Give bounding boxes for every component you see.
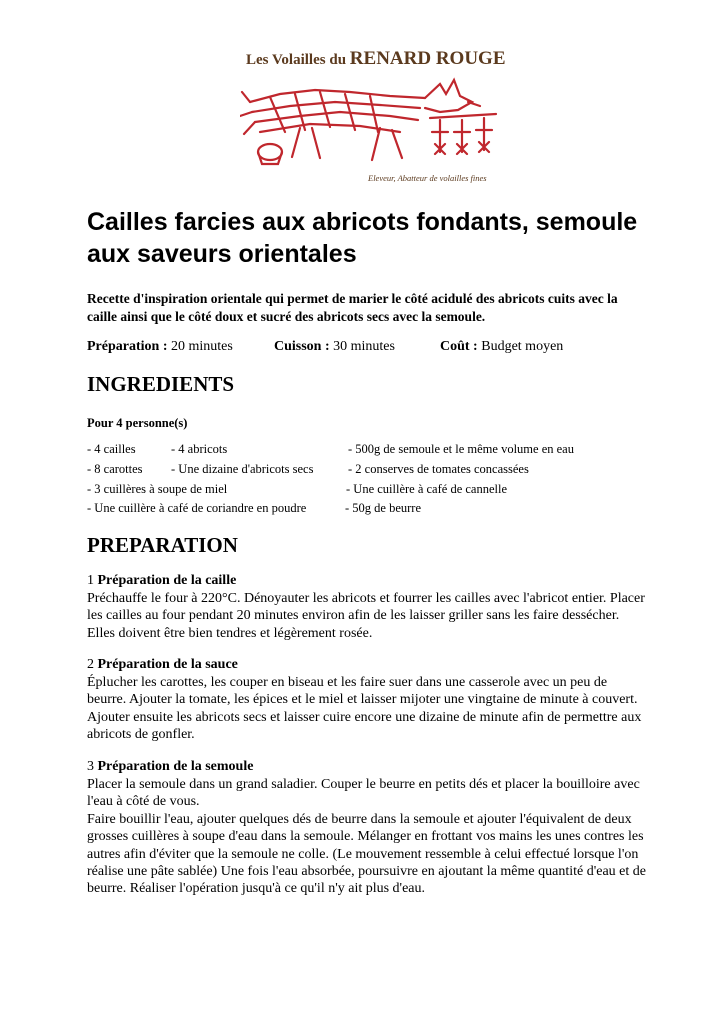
ingredient-item: - 8 carottes (87, 462, 143, 476)
ingredient-item: - 3 cuillères à soupe de miel (87, 482, 228, 496)
meta-preparation (87, 339, 233, 355)
step-2-text: Éplucher les carottes, les couper en biseau et les faire suer dans une casserole avec un peu de beurre. Ajouter la tomate, les épices et le miel et laisser mijoter une vingtaine de minute à couvert. Ajouter ensuite les abricots secs et laisser cuire encore une dizaine de minute afin de permettre aux abricots de gonfler. (87, 675, 642, 742)
step-2-number: 2 (87, 657, 98, 672)
preparation-heading: PREPARATION (87, 533, 238, 557)
meta-cuisson-label: Cuisson : (274, 339, 330, 354)
meta-cout (440, 339, 563, 355)
ingredient-item: - Une cuillère à café de cannelle (346, 482, 508, 496)
meta-preparation-value: 20 minutes (167, 339, 233, 354)
step-3-text-1: Placer la semoule dans un grand saladier. Couper le beurre en petits dés et placer la bouilloire avec l'eau à côté de vous. (87, 777, 640, 810)
meta-cuisson (274, 339, 395, 355)
step-2-title (87, 657, 238, 673)
ingredients-heading: INGREDIENTS (87, 372, 235, 396)
servings: Pour 4 personne(s) (87, 416, 188, 430)
intro-text: Recette d'inspiration orientale qui permet de marier le côté acidulé des abricots cuits avec la caille ainsi que le côté doux et sucré des abricots secs avec la semoule. (87, 291, 618, 324)
logo-title (246, 48, 506, 70)
ingredient-item: - 500g de semoule et le même volume en eau (348, 442, 574, 456)
step-3-title-text: Préparation de la semoule (97, 759, 254, 774)
logo-subtitle: Eleveur, Abatteur de volailles fines (368, 173, 487, 183)
logo-title-small: Les Volailles du (246, 52, 350, 68)
logo (240, 44, 508, 190)
step-3-number: 3 (87, 759, 98, 774)
ingredient-item: - 4 abricots (171, 442, 228, 456)
step-1-title (87, 573, 236, 589)
step-1-text: Préchauffe le four à 220°C. Dénoyauter les abricots et fourrer les cailles avec l'abricot entier. Placer les cailles au four pendant 20 minutes environ afin de les laisser griller sans les faire dessécher. Elles doivent être bien tendres et légèrement rosée. (87, 591, 645, 641)
step-3-text-2: Faire bouillir l'eau, ajouter quelques dés de beurre dans la semoule et ajouter l'équivalent de deux grosses cuillères à soupe d'eau dans la semoule. Mélanger en frottant vos mains les unes contres les autres afin d'éviter que la semoule ne colle. (Le mouvement ressemble à celui effectué lorsque l'on réalise une pâte sablée) Une fois l'eau absorbée, poursuivre en ajoutant la même quantité d'eau et de beurre. Réaliser l'opération jusqu'à ce qu'il n'y ait plus d'eau. (87, 812, 646, 897)
step-2-title-text: Préparation de la sauce (97, 657, 238, 672)
meta-cuisson-value: 30 minutes (329, 339, 395, 354)
fox-cart-drawing-icon (240, 72, 508, 172)
step-3-title (87, 759, 253, 775)
step-1-number: 1 (87, 573, 98, 588)
meta-cout-label: Coût : (440, 339, 478, 354)
page-title: Cailles farcies aux abricots fondants, semoule aux saveurs orientales (87, 208, 638, 268)
meta-preparation-label: Préparation : (87, 339, 168, 354)
ingredient-item: - 50g de beurre (345, 501, 422, 515)
ingredient-item: - 2 conserves de tomates concassées (348, 462, 529, 476)
ingredient-item: - Une dizaine d'abricots secs (171, 462, 314, 476)
logo-title-big: RENARD ROUGE (349, 48, 506, 69)
ingredient-item: - 4 cailles (87, 442, 136, 456)
step-1-title-text: Préparation de la caille (97, 573, 237, 588)
meta-cout-value: Budget moyen (477, 339, 564, 354)
ingredient-item: - Une cuillère à café de coriandre en poudre (87, 501, 307, 515)
